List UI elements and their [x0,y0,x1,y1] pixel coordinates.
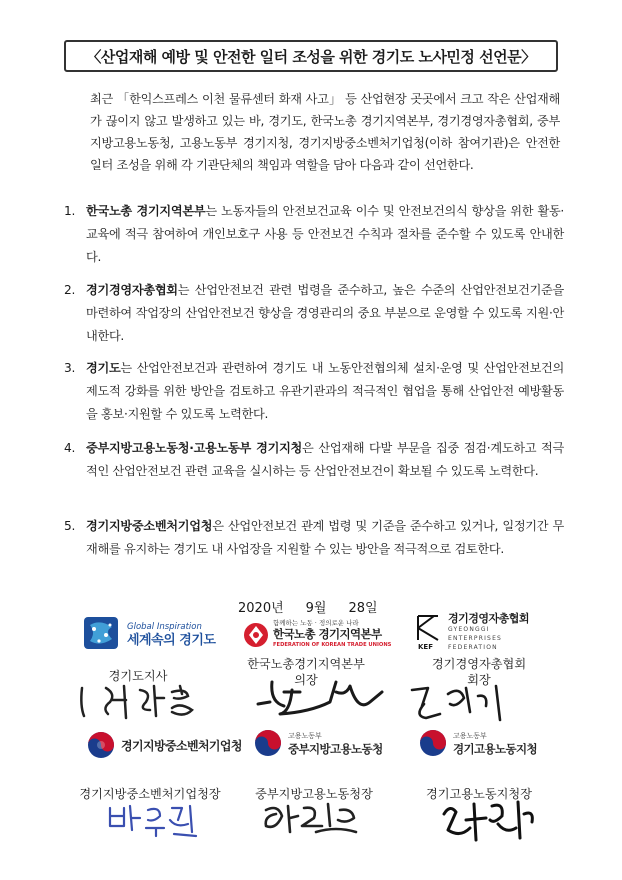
signer-position: 의장 [294,673,318,687]
kef-en-3: FEDERATION [448,644,498,651]
item-body [86,357,564,426]
taegeuk-emblem-icon [86,730,116,760]
signer-org: 한국노총경기지역본부 [247,657,365,671]
item-number: 5. [64,519,76,533]
document-title [64,40,558,72]
fktu-motto: 함께하는 노동 · 정의로운 나라 [273,619,359,627]
signer-org: 경기경영자총협회 [431,657,527,671]
declaration-item-4 [64,437,564,483]
fktu-name: 한국노총 경기지역본부 [273,627,382,641]
kef-en-2: ENTERPRISES [448,635,503,642]
kef-emblem-icon [414,612,444,654]
signature-governor [76,680,206,728]
item-body [86,279,564,348]
item-subject: 경기경영자총협회 [86,283,178,297]
item-number: 3. [64,361,76,375]
signature-moel-central [256,796,376,850]
item-text: 는 산업안전보건 관련 법령을 준수하고, 높은 수준의 산업안전보건기준을 마련하여 작업장의 산업안전보건 향상을 경영관리의 중요 부분으로 운영할 수 있도록 지원·안내한다. [86,283,564,343]
item-number: 2. [64,283,76,297]
signer-title-moel-gyeonggi: 경기고용노동지청장 [426,787,532,801]
signer-position: 회장 [467,673,491,687]
signature-kef [404,676,524,730]
gyeonggi-slogan-en: Global Inspiration [127,622,202,632]
gyeonggi-emblem-icon [82,615,122,653]
item-text: 은 산업안전보건 관계 법령 및 기준을 준수하고 있거나, 일정기간 무재해를 유지하는 경기도 내 사업장을 지원할 수 있는 방안을 적극적으로 검토한다. [86,519,564,556]
item-text: 는 노동자들의 안전보건교육 이수 및 안전보건의식 향상을 위한 활동·교육에 적극 참여하여 개인보호구 사용 등 안전보건 수칙과 절차를 준수할 수 있도록 안내한다. [86,204,564,264]
item-text: 은 산업재해 다발 부문을 집중 점검·계도하고 적극적인 산업안전보건 관련 교육을 실시하는 등 산업안전보건이 확보될 수 있도록 노력한다. [86,441,565,478]
gyeonggi-logo [82,615,215,653]
date-year: 2020년 [238,601,284,616]
moel-gyeonggi-name: 경기고용노동지청 [453,742,538,756]
declaration-item-2 [64,279,564,348]
taegeuk-emblem-icon [253,728,283,758]
item-number: 4. [64,441,76,455]
signature-sme [104,800,204,848]
declaration-item-3 [64,357,564,426]
item-subject: 경기지방중소벤처기업청 [86,519,213,533]
kef-name: 경기경영자총협회 [448,612,530,625]
item-body [86,515,564,561]
signature-moel-gyeonggi [436,794,546,854]
item-subject: 경기도 [86,361,121,375]
fktu-emblem-icon [243,620,269,650]
taegeuk-emblem-icon [418,728,448,758]
kef-logo [414,612,529,654]
title-text: 〈산업재해 예방 및 안전한 일터 조성을 위한 경기도 노사민정 선언문〉 [86,47,536,66]
moel-gyeonggi-ministry: 고용노동부 [453,732,487,740]
sme-logo [86,730,242,760]
declaration-date [238,597,378,616]
signer-title-sme: 경기지방중소벤처기업청장 [79,787,221,801]
date-day: 28일 [348,601,378,616]
fktu-name-en: FEDERATION OF KOREAN TRADE UNIONS [273,642,392,648]
signer-title-moel-central: 중부지방고용노동청장 [255,787,373,801]
declaration-item-5 [64,515,564,561]
item-subject: 한국노총 경기지역본부 [86,204,206,218]
item-subject: 중부지방고용노동청·고용노동부 경기지청 [86,441,303,455]
date-month: 9월 [305,601,327,616]
kef-mark: KEF [418,643,433,651]
moel-central-ministry: 고용노동부 [288,732,322,740]
moel-gyeonggi-logo [418,728,537,758]
signer-title-governor: 경기도지사 [108,669,168,683]
intro-paragraph: 최근 「한익스프레스 이천 물류센터 화재 사고」 등 산업현장 곳곳에서 크고 작은 산업재해가 끊이지 않고 발생하고 있는 바, 경기도, 한국노총 경기지역본부, 경기경영자총협회, 중부지방고용노동청, 고용노동부 경기지청, 경기지방중소벤처기업청(이하 참여기관)은 안전한 일터 조성을 위해 각 기관단체의 책임과 역할을 담아 다음과 같이 선언한다. [90,92,560,172]
declaration-item-1 [64,200,564,269]
moel-central-name: 중부지방고용노동청 [288,742,383,756]
gyeonggi-slogan-ko: 세계속의 경기도 [127,633,216,648]
sme-name: 경기지방중소벤처기업청 [121,738,242,753]
item-text: 는 산업안전보건과 관련하여 경기도 내 노동안전협의체 설치·운영 및 산업안전보건의 제도적 강화를 위한 방안을 검토하고 유관기관과의 적극적인 협업을 통해 산업안전 예방활동을 홍보·지원할 수 있도록 노력한다. [86,361,564,421]
item-body [86,437,564,483]
item-number: 1. [64,204,76,218]
kef-en-1: GYEONGGI [448,626,490,633]
fktu-logo [243,618,391,651]
signature-fktu [250,672,390,726]
moel-central-logo [253,728,383,758]
item-body [86,200,564,269]
